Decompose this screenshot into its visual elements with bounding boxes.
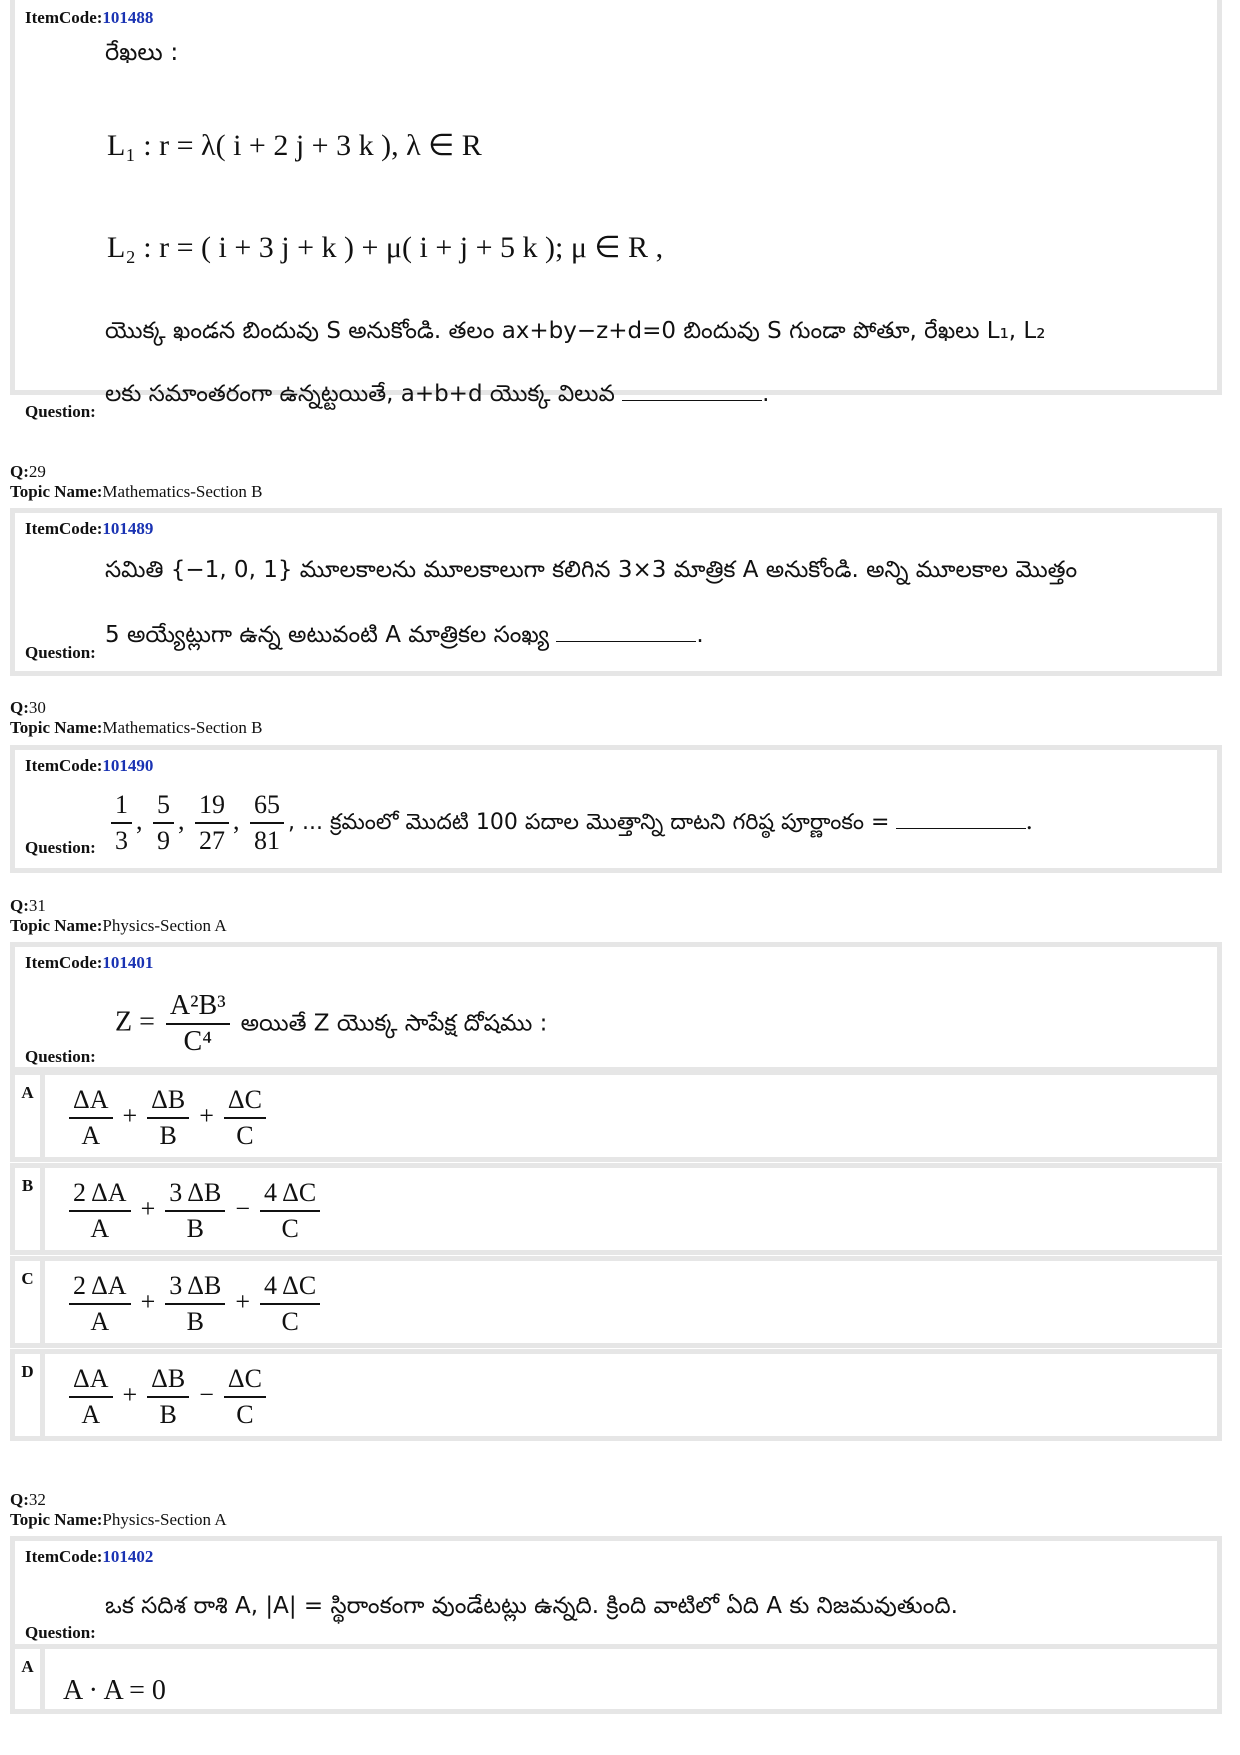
question-31-header: Q:31 Topic Name:Physics-Section A (10, 896, 227, 935)
fraction-term: $\frac{3 \Delta B}{B}$ (165, 1269, 225, 1339)
fraction-term: $\frac{\Delta A}{A}$ (69, 1362, 113, 1432)
line-l2-equation: L₂ : r = ( i + 3 j + k ) + μ( i + j + 5 k ); μ ∈ R , (107, 231, 664, 264)
fraction-term: $\frac{\Delta B}{B}$ (147, 1362, 189, 1432)
fraction-5-9: $\frac{5}{9}$ (153, 788, 174, 858)
answer-blank (896, 806, 1026, 829)
fraction-65-81: $\frac{65}{81}$ (250, 788, 284, 858)
option-letter: D (15, 1354, 45, 1436)
question-29-header: Q:29 Topic Name:Mathematics-Section B (10, 462, 263, 501)
question-label: Question: (25, 838, 96, 857)
question-32-box (10, 1536, 1222, 1649)
item-code: ItemCode:101490 (25, 756, 154, 775)
item-code: ItemCode:101401 (25, 953, 154, 972)
question-label: Question: (25, 643, 96, 662)
question-31-box (10, 942, 1222, 1072)
operator: − (199, 1379, 214, 1409)
answer-blank (556, 619, 696, 642)
operator: + (122, 1379, 138, 1409)
question-text-line-2: 5 అయ్యేట్లుగా ఉన్న అటువంటి A మాత్రికల సంఖ్య . (105, 619, 704, 654)
fraction-term: $\frac{4 \Delta C}{C}$ (260, 1269, 320, 1339)
question-label: Question: (25, 1047, 96, 1066)
answer-blank (622, 378, 762, 401)
operator: − (235, 1193, 251, 1223)
option-expression (65, 1269, 324, 1339)
option-expression (65, 1176, 324, 1246)
option-letter: B (15, 1168, 45, 1250)
item-code: ItemCode:101402 (25, 1547, 154, 1566)
question-label: Question: (25, 1623, 96, 1642)
question-30-header: Q:30 Topic Name:Mathematics-Section B (10, 698, 263, 737)
operator: + (140, 1286, 156, 1316)
sequence-expression: $\frac{1}{3}$ , $\frac{5}{9}$ , $\frac{19}{27}$ , $\frac{65}{81}$ , ... క్రమంలో మొదటి 100 పదాల మొత్తాన్ని దాటని గరిష్ఠ పూర్ణాంకం = . (107, 788, 1032, 858)
option-a[interactable] (10, 1070, 1222, 1162)
item-code: ItemCode:101488 (25, 8, 154, 27)
relative-error-formula: Z = $\frac{\text{A²B³}}{\text{C⁴}}$ అయితే Z యొక్క సాపేక్ష దోషము : (115, 990, 548, 1057)
option-a-expression: A · A = 0 (63, 1675, 166, 1706)
fraction-z: $\frac{\text{A²B³}}{\text{C⁴}}$ (166, 989, 230, 1059)
fraction-term: $\frac{\Delta B}{B}$ (147, 1083, 189, 1153)
item-code: ItemCode:101489 (25, 519, 154, 538)
sequence-text: , ... క్రమంలో మొదటి 100 పదాల మొత్తాన్ని దాటని గరిష్ఠ పూర్ణాంకం = (288, 809, 890, 835)
option-d[interactable] (10, 1349, 1222, 1441)
operator: + (140, 1193, 156, 1223)
operator: + (199, 1100, 214, 1130)
option-expression (65, 1083, 270, 1153)
option-expression (65, 1362, 270, 1432)
option-b[interactable] (10, 1163, 1222, 1255)
option-a[interactable] (10, 1644, 1222, 1714)
question-28-box (10, 0, 1222, 421)
fraction-term: $\frac{\Delta C}{C}$ (224, 1083, 266, 1153)
operator: + (235, 1286, 251, 1316)
question-29-box (10, 508, 1222, 676)
operator: + (122, 1100, 138, 1130)
fraction-term: $\frac{2 \Delta A}{A}$ (69, 1269, 131, 1339)
option-letter: C (15, 1261, 45, 1343)
fraction-term: $\frac{2 \Delta A}{A}$ (69, 1176, 131, 1246)
question-text-line-2: లకు సమాంతరంగా ఉన్నట్టయితే, a+b+d యొక్క విలువ . (105, 378, 769, 413)
fraction-term: $\frac{3 \Delta B}{B}$ (165, 1176, 225, 1246)
question-text-line-1: యొక్క ఖండన బిందువు S అనుకోండి. తలం ax+by−z+d=0 బిందువు S గుండా పోతూ, రేఖలు L₁, L₂ (105, 318, 1046, 344)
question-text-line-1: సమితి {−1, 0, 1} మూలకాలను మూలకాలుగా కలిగిన 3×3 మాత్రిక A అనుకోండి. అన్ని మూలకాల మొత్తం (105, 557, 1078, 583)
question-intro: రేఖలు : (105, 38, 179, 66)
option-c[interactable] (10, 1256, 1222, 1348)
question-text: ఒక సదిశ రాశి A, |A| = స్థిరాంకంగా వుండేటట్లు ఉన్నది. క్రింది వాటిలో ఏది A కు నిజమవుతుంది. (105, 1593, 958, 1619)
fraction-term: $\frac{\Delta C}{C}$ (224, 1362, 266, 1432)
line-l1-equation: L₁ : r = λ( i + 2 j + 3 k ), λ ∈ R (107, 129, 482, 162)
fraction-1-3: $\frac{1}{3}$ (111, 788, 132, 858)
fraction-19-27: $\frac{19}{27}$ (195, 788, 229, 858)
option-letter: A (15, 1649, 45, 1709)
question-label: Question: (25, 402, 96, 421)
question-32-header: Q:32 Topic Name:Physics-Section A (10, 1490, 227, 1529)
fraction-term: $\frac{\Delta A}{A}$ (69, 1083, 113, 1153)
option-letter: A (15, 1075, 45, 1157)
question-30-box (10, 745, 1222, 873)
fraction-term: $\frac{4 \Delta C}{C}$ (260, 1176, 320, 1246)
